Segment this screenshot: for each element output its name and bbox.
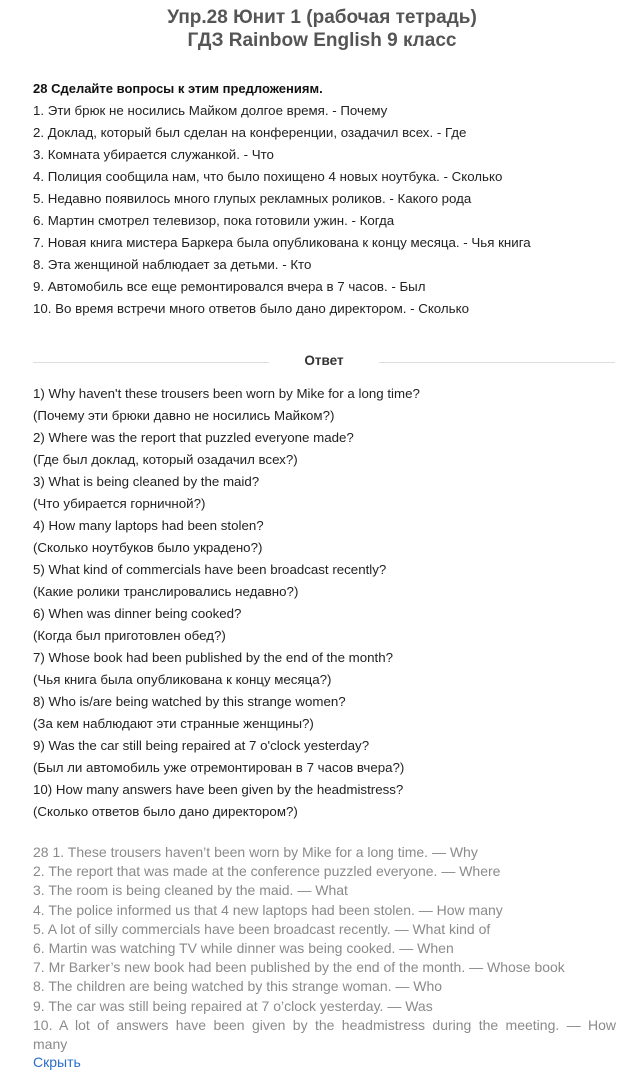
- answer-question: 1) Why haven't these trousers been worn by Mike for a long time?: [33, 386, 420, 401]
- answer-translation: (Был ли автомобиль уже отремонтирован в 7 часов вчера?): [33, 760, 405, 775]
- answer-translation: (Сколько ответов было дано директором?): [33, 804, 298, 819]
- original-text-line: 6. Martin was watching TV while dinner was being cooked. — When: [33, 940, 454, 957]
- task-block: [33, 78, 623, 320]
- answer-translation: (Чья книга была опубликована к концу месяца?): [33, 672, 332, 687]
- answer-question: 4) How many laptops had been stolen?: [33, 518, 264, 533]
- original-text-line: many: [33, 1036, 68, 1053]
- answer-translation: (Какие ролики транслировались недавно?): [33, 584, 299, 599]
- page-title-line-2: ГДЗ Rainbow English 9 класс: [187, 30, 457, 51]
- answer-question: 10) How many answers have been given by the headmistress?: [33, 782, 404, 797]
- task-item: 7. Новая книга мистера Баркера была опубликована к концу месяца. - Чья книга: [33, 235, 531, 250]
- answer-question: 3) What is being cleaned by the maid?: [33, 474, 260, 489]
- answers-block: [33, 383, 623, 823]
- answer-translation: (Сколько ноутбуков было украдено?): [33, 540, 263, 555]
- answer-translation: (Где был доклад, который озадачил всех?): [33, 452, 298, 467]
- answer-question: 9) Was the car still being repaired at 7 o'clock yesterday?: [33, 738, 370, 753]
- task-item: 2. Доклад, который был сделан на конференции, озадачил всех. - Где: [33, 125, 467, 140]
- original-text-line: 7. Mr Barker’s new book had been published by the end of the month. — Whose book: [33, 959, 565, 976]
- answer-translation: (Что убирается горничной?): [33, 496, 206, 511]
- original-text-line: 8. The children are being watched by this strange woman. — Who: [33, 978, 443, 995]
- page-title-line-1: Упр.28 Юнит 1 (рабочая тетрадь): [167, 7, 477, 28]
- task-item: 4. Полиция сообщила нам, что было похищено 4 новых ноутбука. - Сколько: [33, 169, 503, 184]
- task-heading: 28 Сделайте вопросы к этим предложениям.: [33, 81, 323, 96]
- hide-link[interactable]: Скрыть: [33, 1054, 81, 1070]
- answer-question: 7) Whose book had been published by the end of the month?: [33, 650, 394, 665]
- original-text-line: 28 1. These trousers haven’t been worn by Mike for a long time. — Why: [33, 844, 478, 860]
- task-item: 10. Во время встречи много ответов было дано директором. - Сколько: [33, 301, 469, 316]
- divider-rule-right: [379, 362, 615, 363]
- answer-question: 6) When was dinner being cooked?: [33, 606, 242, 621]
- answer-translation: (Когда был приготовлен обед?): [33, 628, 226, 643]
- answer-question: 2) Where was the report that puzzled everyone made?: [33, 430, 354, 445]
- original-text-line: 4. The police informed us that 4 new laptops had been stolen. — How many: [33, 901, 503, 918]
- answer-divider: [33, 352, 615, 372]
- task-item: 3. Комната убирается служанкой. - Что: [33, 147, 274, 162]
- task-item: 8. Эта женщиной наблюдает за детьми. - Кто: [33, 257, 312, 272]
- task-item: 9. Автомобиль все еще ремонтировался вчера в 7 часов. - Был: [33, 279, 426, 294]
- task-item: 5. Недавно появилось много глупых рекламных роликов. - Какого рода: [33, 191, 472, 206]
- answer-translation: (За кем наблюдают эти странные женщины?): [33, 716, 314, 731]
- original-text-line: 2. The report that was made at the conference puzzled everyone. — Where: [33, 863, 501, 880]
- original-text-line: 9. The car was still being repaired at 7 o’clock yesterday. — Was: [33, 997, 433, 1014]
- page-title: [0, 6, 644, 52]
- original-text-line: 5. A lot of silly commercials have been broadcast recently. — What kind of: [33, 920, 491, 937]
- answer-question: 8) Who is/are being watched by this strange women?: [33, 694, 346, 709]
- original-text-line: 10. A lot of answers have been given by the headmistress during the meeting. — How: [33, 1016, 616, 1033]
- original-text-block: [33, 843, 616, 1054]
- answer-heading: Ответ: [304, 353, 344, 368]
- original-text-line: 3. The room is being cleaned by the maid. — What: [33, 882, 348, 899]
- answer-translation: (Почему эти брюки давно не носились Майком?): [33, 408, 335, 423]
- task-item: 1. Эти брюк не носились Майком долгое время. - Почему: [33, 103, 388, 118]
- task-item: 6. Мартин смотрел телевизор, пока готовили ужин. - Когда: [33, 213, 395, 228]
- answer-question: 5) What kind of commercials have been broadcast recently?: [33, 562, 387, 577]
